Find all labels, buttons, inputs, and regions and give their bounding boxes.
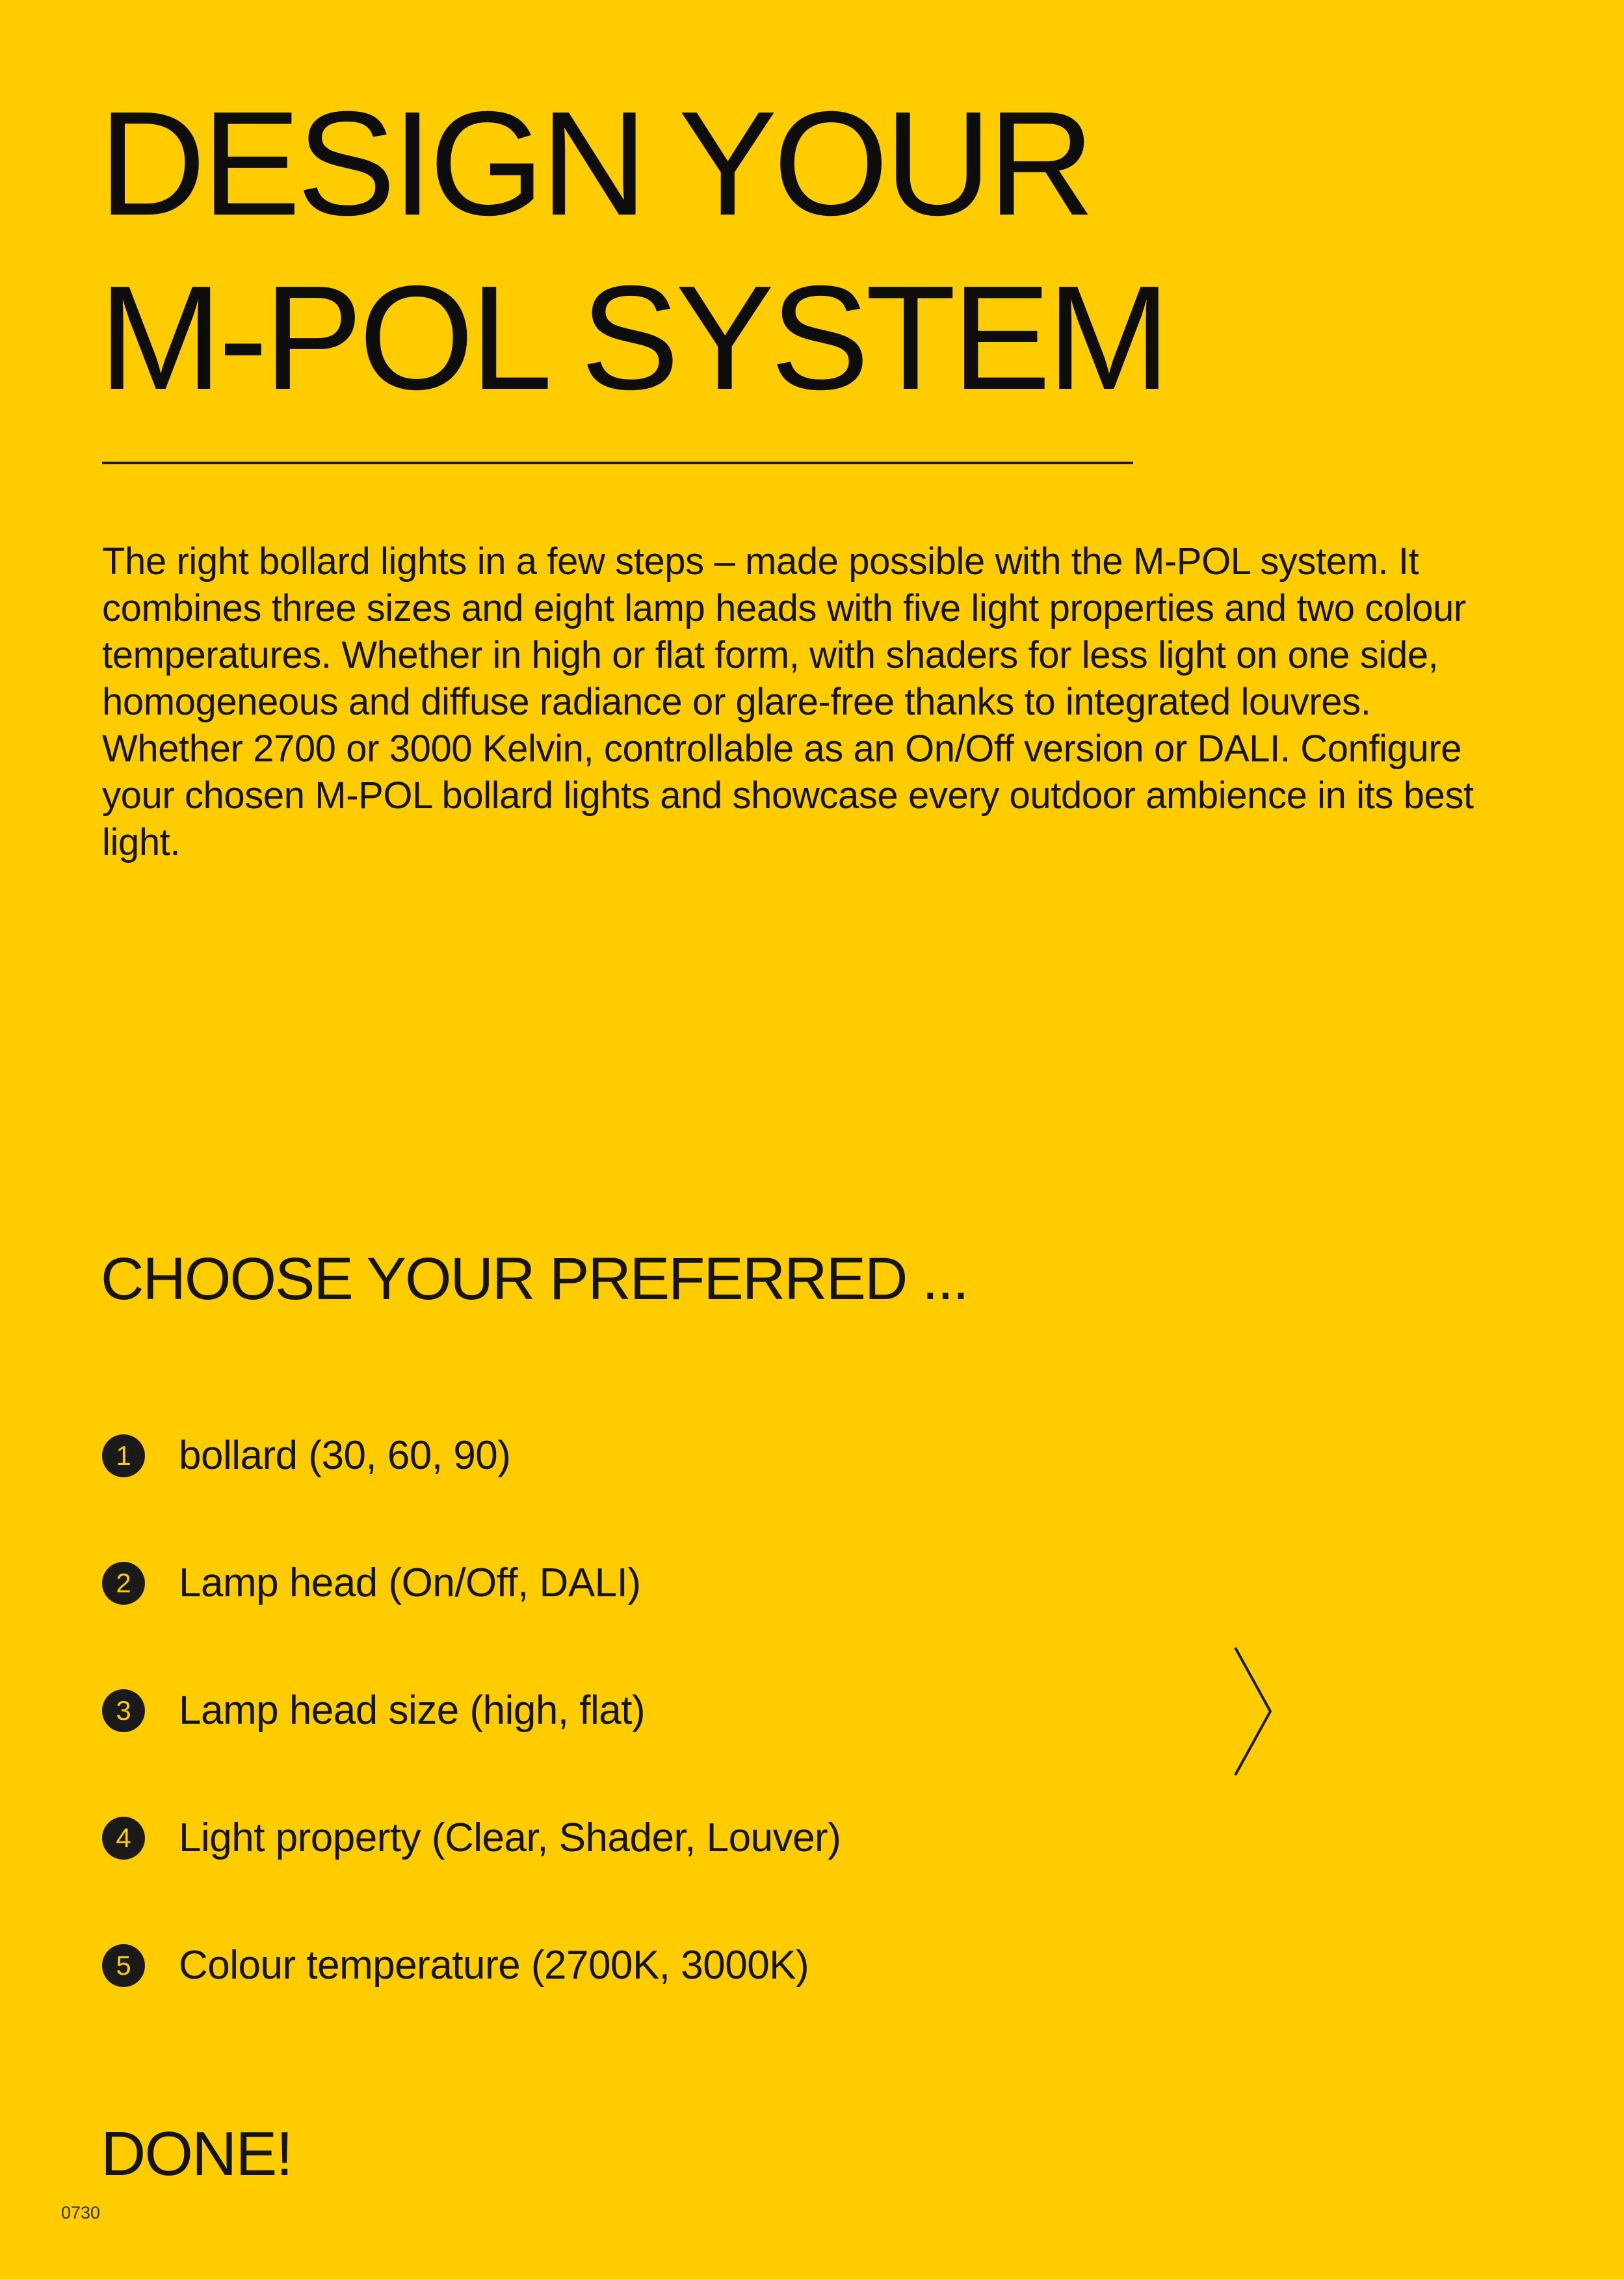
done-heading: DONE! [101,2119,293,2189]
step-number-badge: 5 [102,1944,145,1987]
page-title-line-1: DESIGN YOUR [99,81,1092,246]
chevron-right-icon[interactable] [1233,1645,1274,1778]
step-label: Colour temperature (2700K, 3000K) [179,1943,809,1988]
step-number-badge: 1 [102,1434,145,1477]
step-number-badge: 2 [102,1562,145,1605]
step-number-badge: 3 [102,1689,145,1732]
page-number: 0730 [61,2203,101,2222]
step-number-badge: 4 [102,1817,145,1860]
step-label: Lamp head (On/Off, DALI) [179,1561,641,1605]
page-title-line-2: M-POL SYSTEM [99,256,1167,421]
step-label: Lamp head size (high, flat) [179,1688,646,1733]
intro-paragraph: The right bollard lights in a few steps – made possible with the M-POL system. It combines three sizes and eight lamp heads with five light properties and two colour temperatures. Whether in high or flat form, with shaders for less light on one side, homogeneous and diffuse radiance or glare-free thanks to integrated louvres. Whether 2700 or 3000 Kelvin, controllable as an On/Off version or DALI. Configure your chosen M-POL bollard lights and showcase every outdoor ambience in its best light. [102,540,1474,863]
page-title [99,77,1166,425]
title-divider [102,462,1133,464]
steps-heading: CHOOSE YOUR PREFERRED ... [101,1246,968,1312]
step-label: bollard (30, 60, 90) [179,1433,511,1478]
step-label: Light property (Clear, Shader, Louver) [179,1815,841,1860]
